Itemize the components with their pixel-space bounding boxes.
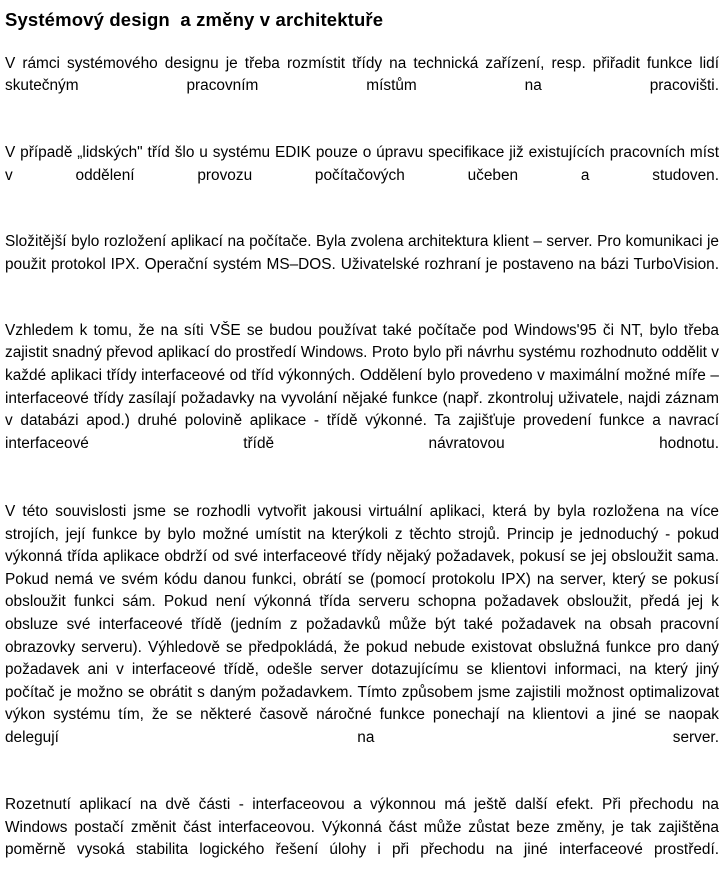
document-body: [5, 53, 719, 885]
document-text-column: [5, 0, 719, 885]
paragraph-2: V případě „lidských" tříd šlo u systému EDIK pouze o úpravu specifikace již existujících pracovních míst v oddělení provozu počítačových učeben a studoven.: [5, 144, 719, 184]
paragraph-4: Vzhledem k tomu, že na síti VŠE se budou používat také počítače pod Windows'95 či NT, bylo třeba zajistit snadný převod aplikací do prostředí Windows. Proto bylo při návrhu systému rozhodnuto oddělit v každé aplikaci třídy interfaceové od tříd výkonných. Oddělení bylo provedeno v maximální možné míře – interfaceové třídy zasílají požadavky na vyvolání nějaké funkce (např. zkontroluj uživatele, najdi záznam v databázi apod.) druhé polovině aplikace - třídě výkonné. Ta zajišťuje provedení funkce a navrací interfaceové třídě návratovou hodnotu.: [5, 321, 720, 452]
page-title: Systémový design a změny v architektuře: [5, 9, 384, 30]
paragraph-3: Složitější bylo rozložení aplikací na počítače. Byla zvolena architektura klient – server. Pro komunikaci je použit protokol IPX. Operační systém MS–DOS. Uživatelské rozhraní je postaveno na bázi TurboVision.: [5, 233, 719, 273]
paragraph-5: V této souvislosti jsme se rozhodli vytvořit jakousi virtuální aplikaci, která by byla rozložena na více strojích, její funkce by bylo možné umístit na kterýkoli z těchto strojů. Princip je jednoduchý - pokud výkonná třída aplikace obdrží od své interfaceové třídy nějaký požadavek, pokusí se jej obsloužit sama. Pokud nemá ve svém kódu danou funkci, obrátí se (pomocí protokolu IPX) na server, který se pokusí obsloužit funkci sám. Pokud není výkonná třída serveru schopna požadavek obsloužit, předá jej k obsluze své interfaceové třídě (jedním z požadavků může být také požadavek na obsah pracovní obrazovky serveru). Výhledově se předpokládá, že pokud nebude existovat obslužná funkce pro daný požadavek ani v interfaceové třídě, odešle server dotazujícímu se klientovi informaci, na který jiný počítač je možno se obrátit s daným požadavkem. Tímto způsobem jsme zajistili možnost optimalizovat výkon systému tím, že se některé časově náročné funkce ponechají na klientovi a jiné se naopak delegují na server.: [5, 503, 719, 746]
paragraph-6: Rozetnutí aplikací na dvě části - interfaceovou a výkonnou má ještě další efekt. Při přechodu na Windows postačí změnit část interfaceovou. Výkonná část může zůstat beze změny, je tak zajištěna poměrně vysoká stabilita logického řešení úlohy i při přechodu na jiné interfaceové prostředí.: [5, 796, 719, 859]
paragraph-1: V rámci systémového designu je třeba rozmístit třídy na technická zařízení, resp. přiřadit funkce lidí skutečným pracovním místům na pracovišti.: [5, 54, 719, 95]
